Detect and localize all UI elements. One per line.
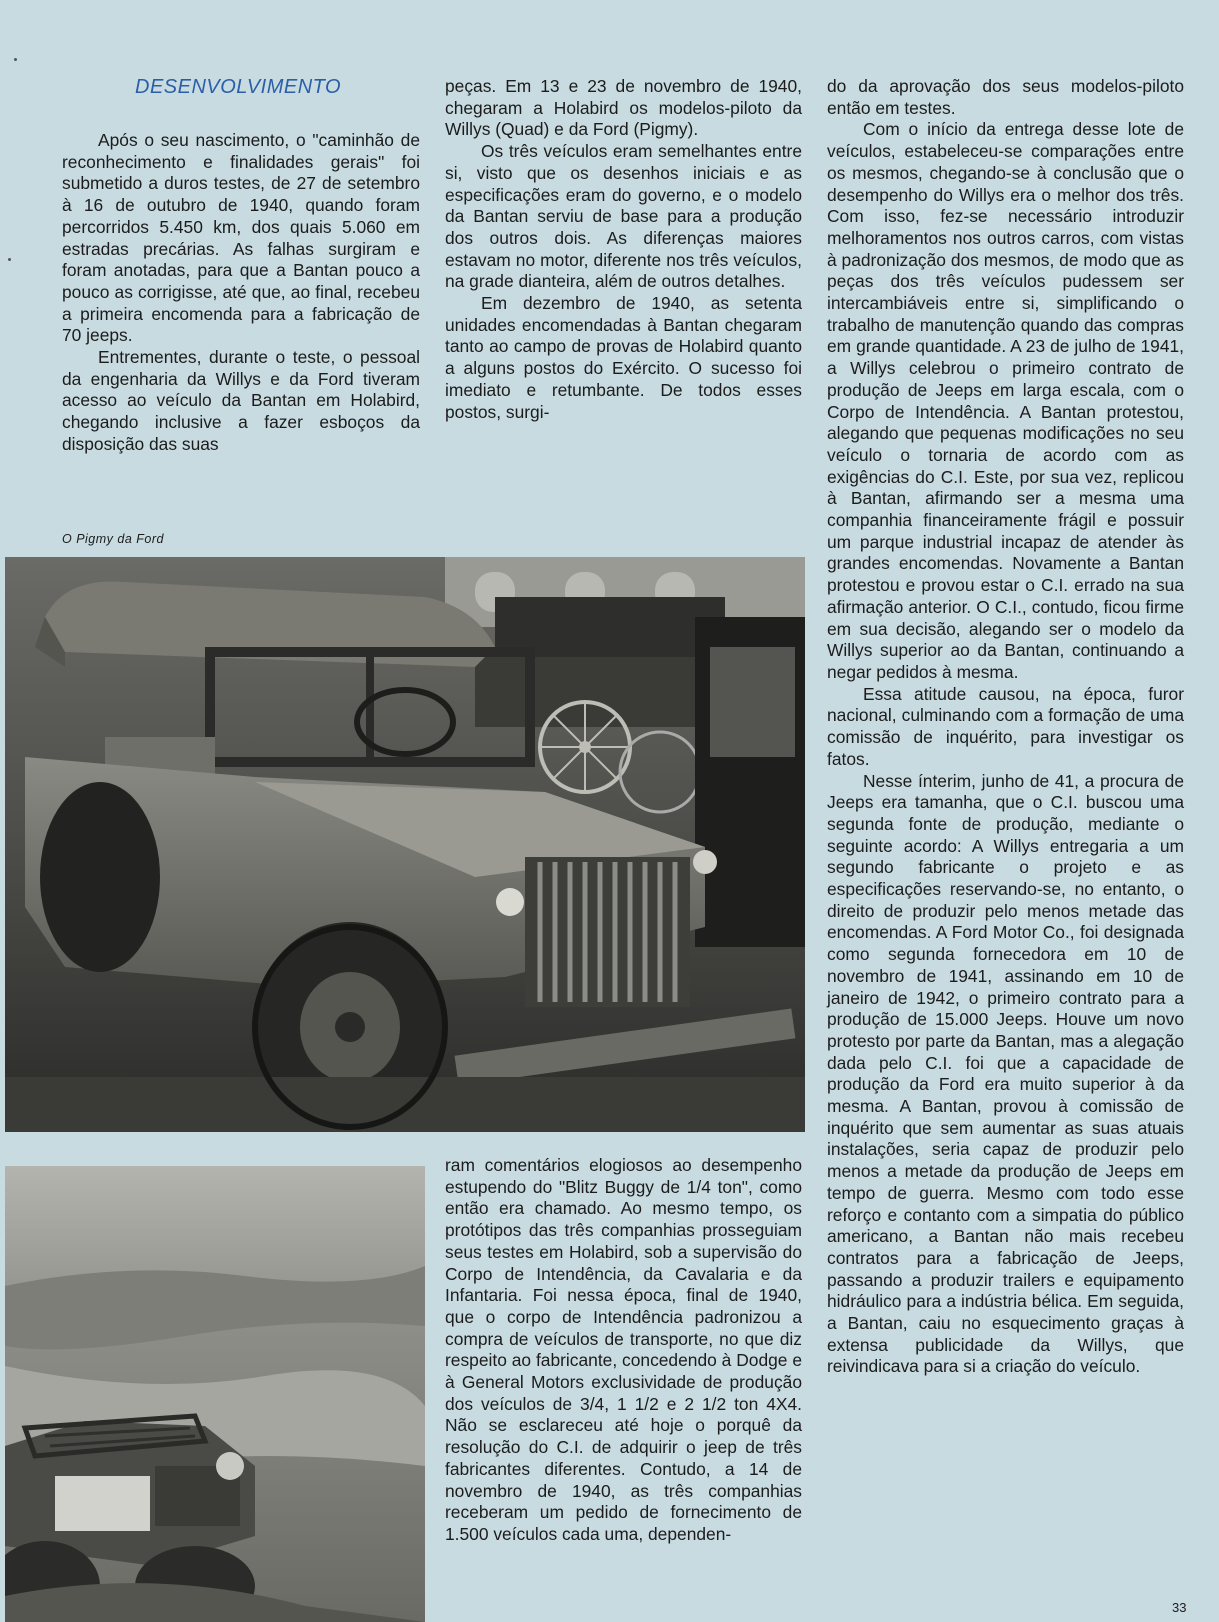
paragraph: Os três veículos eram semelhantes entre si, visto que os desenhos iniciais e as especificações eram do governo, e o modelo da Bantan serviu de base para a produção dos outros dois. As diferenças maiores estavam no motor, diferente nos três veículos, na grade dianteira, além de outros detalhes. (445, 141, 802, 292)
column-2-bottom (445, 1155, 802, 1546)
paragraph: Com o início da entrega desse lote de veículos, estabeleceu-se comparações entre os mesmos, chegando-se à conclusão que o desempenho do Willys era o melhor dos três. Com isso, fez-se necessário introduzir melhoramentos nos outros carros, com vistas à padronização dos mesmos, de modo que as peças dos três veículos pudessem ser intercambiáveis entre si, simplificando o trabalho de manutenção quando das compras em grande quantidade. A 23 de julho de 1941, a Willys celebrou o primeiro contrato de produção de Jeeps em larga escala, com o Corpo de Intendência. A Bantan protestou, alegando que pequenas modificações no seu veículo o tornaria de acordo com as exigências do C.I. Este, por sua vez, replicou à Bantan, afirmando ser a mesma uma companhia financeiramente frágil e possuir um parque industrial incapaz de atender às grandes encomendas. Novamente a Bantan protestou e provou estar o C.I. errado na sua afirmação anterior. O C.I., contudo, ficou firme em sua decisão, alegando ser o modelo da Willys superior ao da Bantan, continuando a negar pedidos à mesma. (827, 119, 1184, 682)
jeep-offroad-photo (5, 1166, 425, 1622)
print-speck (8, 258, 11, 261)
column-3 (827, 76, 1184, 1378)
paragraph: Entrementes, durante o teste, o pessoal da engenharia da Willys e da Ford tiveram acesso ao veículo da Bantan em Holabird, chegando inclusive a fazer esboços da disposição das suas (62, 347, 420, 454)
pigmy-jeep-photo (5, 557, 805, 1132)
print-speck (14, 58, 17, 61)
page-number: 33 (1172, 1600, 1187, 1615)
paragraph: ram comentários elogiosos ao desempenho estupendo do "Blitz Buggy de 1/4 ton", como então era chamado. Ao mesmo tempo, os protótipos das três companhias prosseguiam seus testes em Holabird, sob a supervisão do Corpo de Intendência, da Cavalaria e da Infantaria. Foi nessa época, final de 1940, que o corpo de Intendência padronizou a compra de veículos de transporte, no que diz respeito ao fabricante, concedendo à Dodge e à General Motors exclusividade de produção dos veículos de 3/4, 1 1/2 e 2 1/2 ton 4X4. Não se esclareceu até hoje o porquê da resolução do C.I. de adquirir o jeep de três fabricantes diferentes. Contudo, a 14 de novembro de 1940, as três companhias receberam um pedido de fornecimento de 1.500 veículos cada uma, dependen- (445, 1155, 802, 1544)
section-heading: DESENVOLVIMENTO (135, 76, 342, 98)
paragraph: Após o seu nascimento, o "caminhão de reconhecimento e finalidades gerais" foi submetido a duros testes, de 27 de setembro à 16 de outubro de 1940, quando foram percorridos 5.450 km, dos quais 5.060 em estradas precárias. As falhas surgiram e foram anotadas, para que a Bantan pouco a pouco as corrigisse, até que, ao final, recebeu a primeira encomenda para a fabricação de 70 jeeps. (62, 130, 420, 346)
photo-caption: O Pigmy da Ford (62, 532, 164, 546)
paragraph: Em dezembro de 1940, as setenta unidades encomendadas à Bantan chegaram tanto ao campo de provas de Holabird quanto a alguns postos do Exército. O sucesso foi imediato e retumbante. De todos esses postos, surgi- (445, 293, 802, 422)
paragraph: Nesse ínterim, junho de 41, a procura de Jeeps era tamanha, que o C.I. buscou uma segunda fonte de produção, mediante o seguinte acordo: A Willys entregaria a um segundo fabricante o projeto e as especificações reservando-se, no entanto, o direito de produzir pelo menos metade das encomendas. A Ford Motor Co., foi designada como segunda fornecedora em 10 de novembro de 1941, assinando em 10 de janeiro de 1942, o primeiro contrato para a produção de 15.000 Jeeps. Houve um novo protesto por parte da Bantan, mas a alegação dada pelo C.I. foi que a capacidade de produção da Ford era muito superior à da mesma. A Bantan, provou à comissão de inquérito que sem aumentar as suas atuais instalações, seria capaz de produzir pelo menos a metade da produção de Jeeps em tempo de guerra. Mesmo com todo esse reforço e contanto com a simpatia do público americano, a Bantan não mais recebeu contratos para a fabricação de Jeeps, passando a produzir trailers e equipamento hidráulico para a indústria bélica. Em seguida, a Bantan, caiu no esquecimento graças à extensa publicidade da Willys, que reivindicava para si a criação do veículo. (827, 770, 1184, 1377)
paragraph: do da aprovação dos seus modelos-piloto então em testes. (827, 76, 1184, 118)
column-1 (62, 130, 420, 456)
column-2-top (445, 76, 802, 423)
paragraph: peças. Em 13 e 23 de novembro de 1940, chegaram a Holabird os modelos-piloto da Willys (Quad) e da Ford (Pigmy). (445, 76, 802, 140)
paragraph: Essa atitude causou, na época, furor nacional, culminando com a formação de uma comissão de inquérito, para investigar os fatos. (827, 683, 1184, 769)
